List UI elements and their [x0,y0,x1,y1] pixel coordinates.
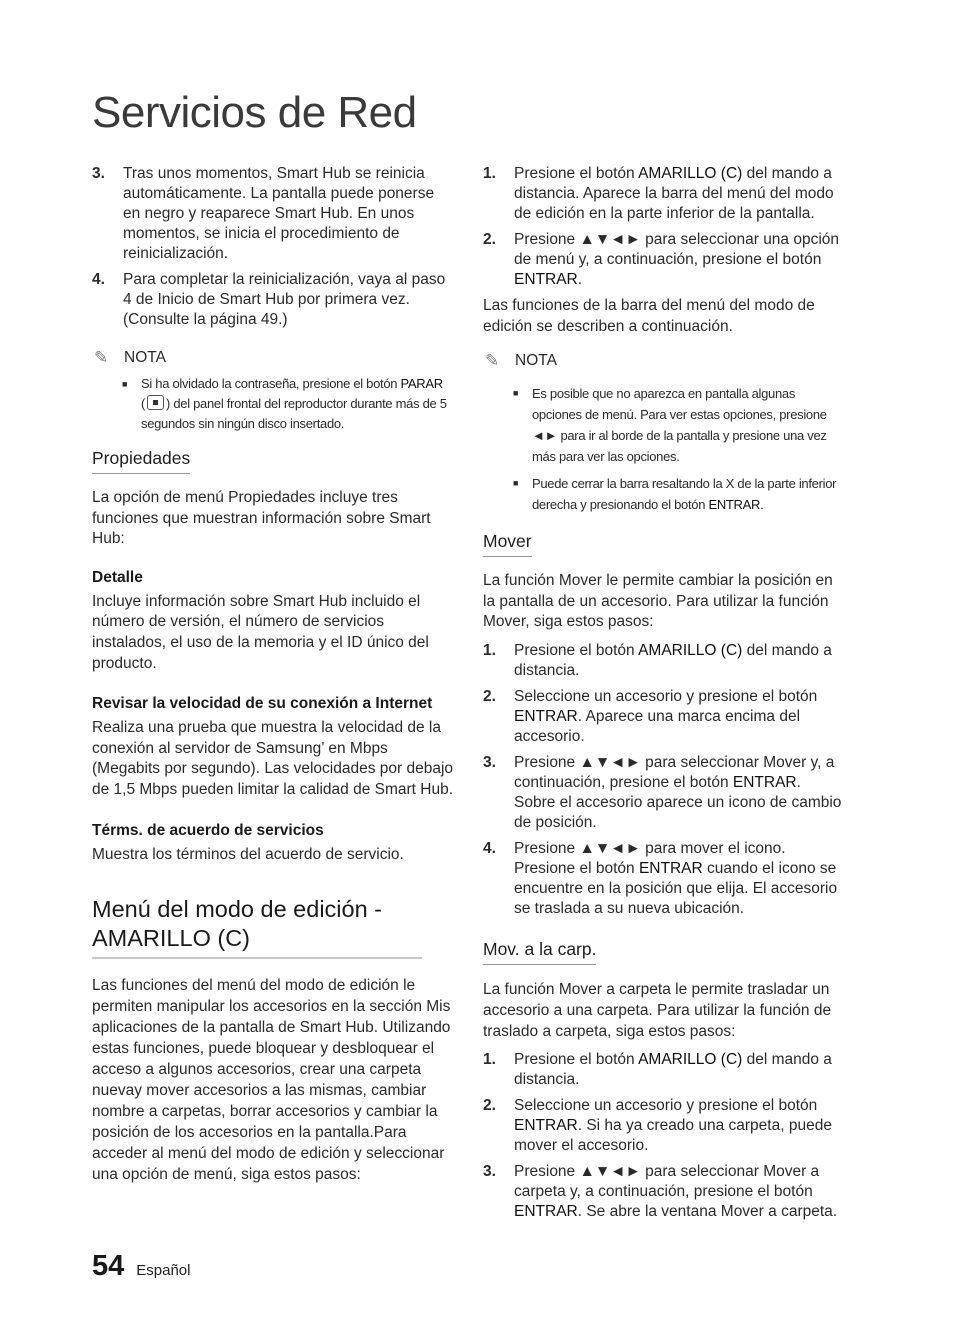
step-text: Seleccione un accesorio y presione el botón ENTRAR. Aparece una marca encima del accesorio. [514,687,818,745]
note-item [114,374,454,434]
step-text: Presione el botón AMARILLO (C) del mando a distancia. [514,641,832,679]
list-item [483,641,845,681]
page-title: Servicios de Red [92,88,417,137]
note-label: NOTA [124,349,166,366]
reset-steps [92,164,454,330]
section-heading: Menú del modo de edición - AMARILLO (C) [92,895,422,959]
step-text: Presione ▲▼◄► para mover el icono. Presione el botón ENTRAR cuando el icono se encuentre en la posición que elija. El accesorio se traslada a su nueva ubicación. [514,839,838,917]
section-mov-carp [483,939,845,1222]
section-mover [483,531,845,919]
step-number: 3. [483,1162,496,1180]
note-header [92,348,454,368]
list-item [483,230,845,290]
step-number: 2. [483,231,496,248]
list-item [483,753,845,833]
stop-icon [147,395,164,410]
step-number: 2. [483,687,496,705]
note-text: Si ha olvidado la contraseña, presione el botón PARAR ( ) del panel frontal del reproductor durante más de 5 segundos sin ningún disco insertado. [141,376,447,431]
section-heading: Propiedades [92,448,190,474]
step-text: Seleccione un accesorio y presione el botón ENTRAR. Si ha ya creado una carpeta, puede mover el accesorio. [514,1096,832,1154]
page-language: Español [136,1262,191,1279]
paragraph: Muestra los términos del acuerdo de servicio. [92,845,404,863]
bullet-icon: ■ [513,388,519,399]
pencil-icon: ✎ [485,351,500,371]
pencil-icon: ✎ [94,348,109,367]
section-propiedades [92,448,454,865]
edit-mode-steps [483,164,845,290]
step-text: Presione ▲▼◄► para seleccionar una opción de menú y, a continuación, presione el botón ENTRAR. [514,231,840,288]
list-item [483,1050,845,1090]
section-heading: Mover [483,531,532,557]
page-number: 54 [92,1250,125,1282]
step-number: 1. [483,165,496,182]
list-item [483,1162,845,1222]
note-item [505,383,845,467]
note-list [483,383,845,515]
step-number: 2. [483,1096,496,1114]
list-item [483,164,845,224]
bullet-icon: ■ [122,379,128,389]
step-text: Presione el botón AMARILLO (C) del mando a distancia. [514,1050,832,1088]
stop-button-label: PARAR [400,376,443,391]
note-block [92,348,454,434]
step-number: 1. [483,1050,496,1068]
step-text: Presione el botón AMARILLO (C) del mando a distancia. Aparece la barra del menú del modo de edición en la parte inferior de la pantalla. [514,165,834,222]
step-number: 3. [92,165,105,182]
list-item [483,1096,845,1156]
list-item [92,270,454,330]
note-list [92,374,454,434]
step-text: Tras unos momentos, Smart Hub se reinicia automáticamente. La pantalla puede ponerse en negro y reaparece Smart Hub. En unos momentos, se inicia el procedimiento de reinicialización. [123,165,435,262]
right-column [483,164,845,1228]
paragraph: La función Mover a carpeta le permite trasladar un accesorio a una carpeta. Para utilizar la función de traslado a carpeta, siga estos pasos: [483,980,832,1040]
mover-steps [483,641,845,919]
paragraph: Realiza una prueba que muestra la velocidad de la conexión al servidor de Samsung’ en Mbps (Megabits por segundo). Las velocidades por debajo de 1,5 Mbps pueden limitar la calidad de Smart Hub. [92,719,454,798]
note-item [505,473,845,515]
subheading: Térms. de acuerdo de servicios [92,821,324,839]
section-heading: Mov. a la carp. [483,939,596,965]
list-item [483,839,845,919]
step-number: 3. [483,753,496,771]
bullet-icon: ■ [513,478,519,489]
page-footer [92,1250,190,1283]
note-text: Es posible que no aparezca en pantalla algunas opciones de menú. Para ver estas opciones, presione ◄► para ir al borde de la pantalla y presione una vez más para ver las opciones. [532,386,827,465]
note-text: Puede cerrar la barra resaltando la X de la parte inferior derecha y presionando el botón ENTRAR. [532,476,837,513]
mov-carp-steps [483,1050,845,1222]
list-item [483,687,845,747]
note-label: NOTA [515,352,557,370]
subheading: Revisar la velocidad de su conexión a Internet [92,695,433,713]
step-number: 1. [483,641,496,659]
paragraph: Las funciones de la barra del menú del modo de edición se describen a continuación. [483,297,815,335]
step-text: Presione ▲▼◄► para seleccionar Mover y, a continuación, presione el botón ENTRAR. Sobre el accesorio aparece un icono de cambio de posición. [514,753,842,831]
left-column [92,164,454,1193]
step-text: Presione ▲▼◄► para seleccionar Mover a carpeta y, a continuación, presione el botón ENTRAR. Se abre la ventana Mover a carpeta. [514,1162,838,1220]
note-header [483,351,845,371]
paragraph: Incluye información sobre Smart Hub incluido el número de versión, el número de servicios instalados, el uso de la memoria y el ID único del producto. [92,592,429,672]
step-text: Para completar la reinicialización, vaya al paso 4 de Inicio de Smart Hub por primera vez. (Consulte la página 49.) [123,271,446,328]
step-number: 4. [483,839,496,857]
step-number: 4. [92,271,105,288]
paragraph: La función Mover le permite cambiar la posición en la pantalla de un accesorio. Para utilizar la función Mover, siga estos pasos: [483,572,833,631]
section-menu-edicion [92,895,454,1185]
note-block [483,351,845,515]
subheading: Detalle [92,568,143,586]
paragraph: Las funciones del menú del modo de edición le permiten manipular los accesorios en la sección Mis aplicaciones de la pantalla de Smart Hub. Utilizando estas funciones, puede bloquear y desbloquear el acceso a algunos accesorios, crear una carpeta nuevay mover accesorios a las mismas, cambiar nombre a carpetas, borrar accesorios y cambiar la posición de los accesorios en la pantalla.Para acceder al menú del modo de edición y seleccionar una opción de menú, siga estos pasos: [92,977,451,1184]
list-item [92,164,454,264]
paragraph: La opción de menú Propiedades incluye tres funciones que muestran información sobre Smart Hub: [92,489,431,548]
